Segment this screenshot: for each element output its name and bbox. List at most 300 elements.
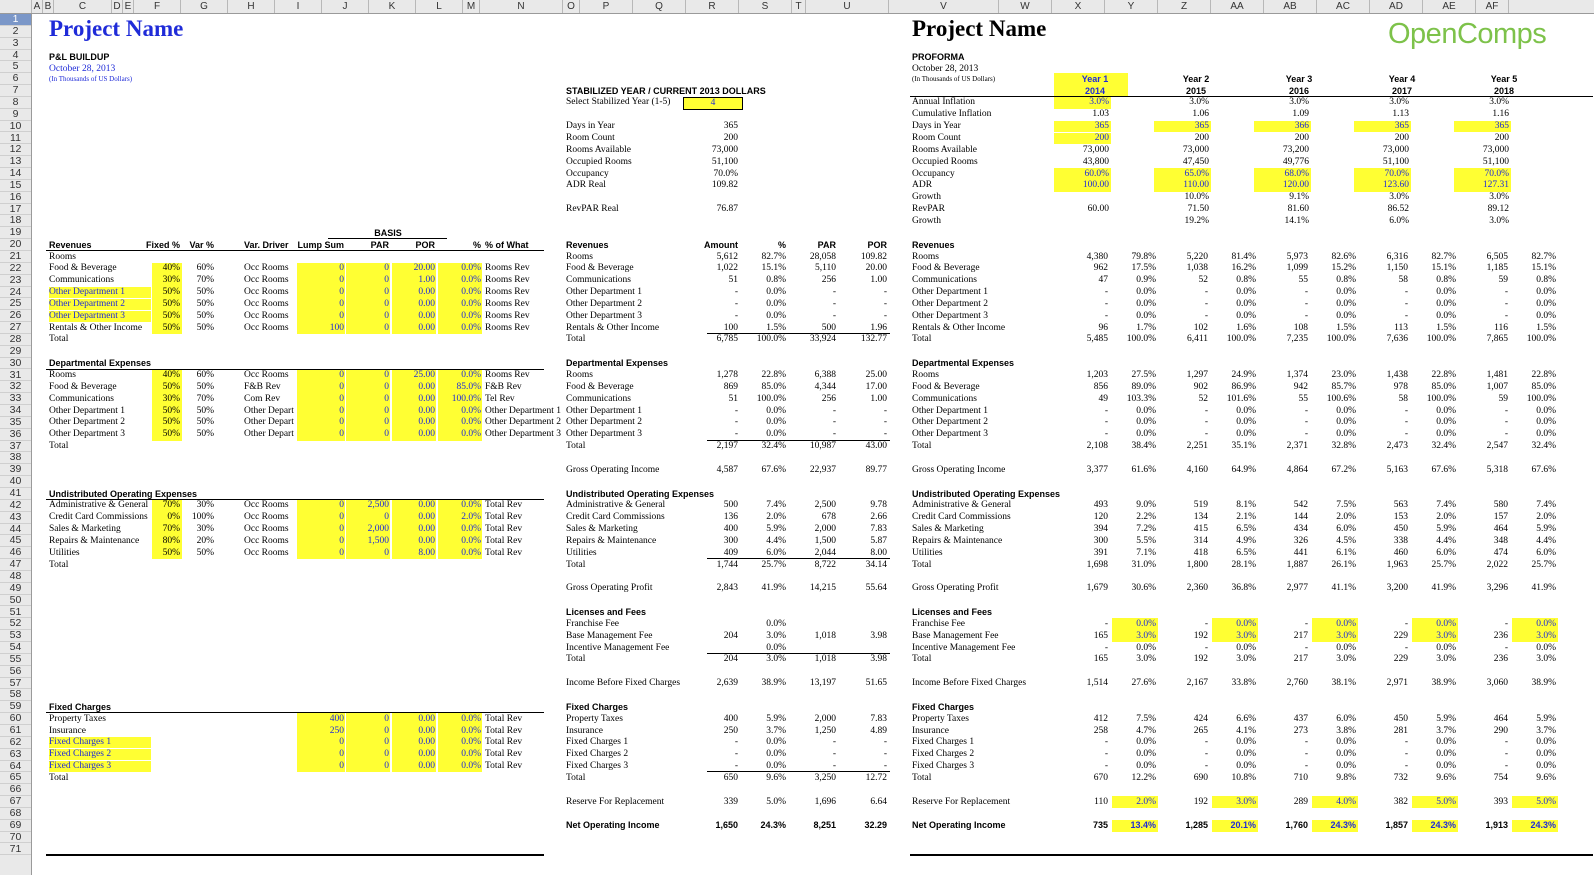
proforma-amount[interactable]: - (1104, 287, 1108, 298)
proforma-amount[interactable]: 52 (1198, 275, 1208, 286)
proforma-pct[interactable]: 15.1% (1531, 263, 1556, 274)
proforma-amount[interactable]: 391 (1093, 547, 1108, 558)
par-input[interactable]: 0 (384, 298, 389, 309)
proforma-pct[interactable]: 7.2% (1136, 524, 1156, 535)
proforma-pct[interactable]: 2.1% (1236, 512, 1256, 523)
proforma-amount[interactable]: 134 (1193, 512, 1208, 523)
proforma-pct[interactable]: 15.1% (1431, 263, 1456, 274)
proforma-stat-value[interactable]: 86.52 (1387, 204, 1409, 215)
row-header-52[interactable]: 52 (0, 618, 31, 630)
left-row-label[interactable]: Utilities (49, 547, 80, 558)
col-par[interactable]: PAR (370, 239, 389, 250)
left-row-label[interactable]: Communications (49, 393, 114, 404)
left-row-label[interactable]: Other Department 3 (49, 311, 151, 322)
proforma-stat-value[interactable]: 19.2% (1184, 215, 1209, 226)
proforma-row-label[interactable]: Communications (912, 393, 977, 404)
proforma-pct[interactable]: 67.6% (1531, 464, 1556, 475)
proforma-amount[interactable]: 6,505 (1486, 251, 1508, 262)
proforma-pct[interactable]: 81.4% (1231, 251, 1256, 262)
proforma-pct[interactable]: 0.0% (1236, 642, 1256, 653)
year-label[interactable]: Year 5 (1490, 73, 1518, 84)
mid-amount[interactable]: - (734, 761, 738, 772)
year-label[interactable]: Year 2 (1182, 73, 1210, 84)
proforma-amount[interactable]: 441 (1293, 547, 1308, 558)
proforma-amount[interactable]: - (1204, 417, 1208, 428)
proforma-pct[interactable]: 0.0% (1136, 417, 1156, 428)
mid-amount[interactable]: 400 (723, 713, 738, 724)
mid-amount[interactable]: 300 (723, 535, 738, 546)
mid-row-label[interactable]: Gross Operating Profit (566, 583, 653, 594)
mid-row-label[interactable]: Fixed Charges 1 (566, 737, 629, 748)
proforma-pct[interactable]: 5.0% (1436, 796, 1456, 807)
proforma-pct[interactable]: 9.6% (1436, 772, 1456, 783)
pct-input[interactable]: 0.0% (461, 713, 481, 724)
par-input[interactable]: 0 (384, 725, 389, 736)
column-header-j[interactable]: J (322, 0, 369, 13)
of-what[interactable]: Other Department 2 (485, 417, 561, 428)
mid-amount[interactable]: - (734, 298, 738, 309)
left-row-label[interactable]: Other Department 1 (49, 405, 125, 416)
proforma-pct[interactable]: 0.0% (1336, 749, 1356, 760)
proforma-amount[interactable]: - (1104, 737, 1108, 748)
proforma-stat-label[interactable]: Rooms Available (912, 144, 977, 155)
column-header-ab[interactable]: AB (1264, 0, 1317, 13)
mid-amount[interactable]: 1,278 (716, 370, 738, 380)
proforma-pct[interactable]: 2.2% (1136, 512, 1156, 523)
proforma-pct[interactable]: 2.0% (1336, 512, 1356, 523)
proforma-amount[interactable]: 4,160 (1186, 464, 1208, 475)
mid-row-label[interactable]: Franchise Fee (566, 618, 620, 629)
proforma-row-label[interactable]: Fixed Charges 3 (912, 761, 975, 772)
proforma-pct[interactable]: 0.0% (1436, 618, 1456, 629)
mid-par[interactable]: 2,000 (814, 713, 836, 724)
lump-sum-input[interactable]: 0 (339, 287, 344, 298)
proforma-pct[interactable]: 0.0% (1436, 642, 1456, 653)
proforma-dept-title[interactable]: Departmental Expenses (912, 358, 1015, 369)
proforma-amount[interactable]: 165 (1093, 630, 1108, 641)
proforma-amount[interactable]: - (1104, 417, 1108, 428)
proforma-pct[interactable]: 100.0% (1526, 393, 1556, 404)
proforma-amount[interactable]: - (1204, 310, 1208, 321)
proforma-pct[interactable]: 3.0% (1136, 654, 1156, 665)
proforma-pct[interactable]: 0.0% (1336, 618, 1356, 629)
fixed-pct-input[interactable]: 70% (162, 500, 180, 511)
proforma-row-label[interactable]: Gross Operating Income (912, 464, 1006, 475)
proforma-lic-title[interactable]: Licenses and Fees (912, 607, 993, 617)
left-row-label[interactable]: Total (49, 334, 69, 345)
proforma-pct[interactable]: 33.8% (1231, 678, 1256, 689)
mid-par[interactable]: 33,924 (809, 334, 836, 345)
pct-input[interactable]: 0.0% (461, 535, 481, 546)
proforma-amount[interactable]: 258 (1093, 725, 1108, 736)
row-header-34[interactable]: 34 (0, 405, 31, 417)
proforma-pct[interactable]: 38.9% (1531, 678, 1556, 689)
stat-value[interactable]: 200 (723, 133, 738, 143)
proforma-amount[interactable]: 1,297 (1186, 370, 1208, 380)
proforma-pct[interactable]: 0.0% (1536, 429, 1556, 440)
row-header-22[interactable]: 22 (0, 263, 31, 275)
proforma-pct[interactable]: 85.0% (1431, 381, 1456, 392)
proforma-pct[interactable]: 6.5% (1236, 547, 1256, 558)
mid-por[interactable]: - (883, 405, 887, 416)
mid-par[interactable]: - (832, 417, 836, 428)
pct-input[interactable]: 0.0% (461, 298, 481, 309)
proforma-pct[interactable]: 24.9% (1231, 370, 1256, 380)
proforma-pct[interactable]: 100.6% (1326, 393, 1356, 404)
pct-input[interactable]: 0.0% (461, 749, 481, 760)
mid-row-label[interactable]: Insurance (566, 725, 603, 736)
proforma-amount[interactable]: 519 (1193, 500, 1208, 511)
proforma-pct[interactable]: 0.0% (1336, 761, 1356, 772)
proforma-pct[interactable]: 0.0% (1236, 310, 1256, 321)
revpar-label[interactable]: RevPAR Real (566, 204, 619, 215)
proforma-amount[interactable]: 290 (1493, 725, 1508, 736)
proforma-stat-value[interactable]: 3.0% (1389, 192, 1409, 203)
proforma-fixedch-title[interactable]: Fixed Charges (912, 701, 975, 712)
column-header-n[interactable]: N (480, 0, 563, 13)
mid-por[interactable]: 55.64 (865, 583, 887, 594)
proforma-amount[interactable]: 102 (1193, 322, 1208, 333)
proforma-amount[interactable]: - (1504, 287, 1508, 298)
por-input[interactable]: 0.00 (418, 500, 435, 511)
mid-row-label[interactable]: Rooms (566, 370, 593, 380)
var-pct[interactable]: 60% (196, 370, 214, 380)
proforma-pct[interactable]: 12.2% (1131, 772, 1156, 783)
column-header-l[interactable]: L (416, 0, 463, 13)
mid-par[interactable]: 3,250 (814, 772, 836, 783)
proforma-amount[interactable]: - (1404, 642, 1408, 653)
proforma-stat-value[interactable]: 1.16 (1492, 109, 1509, 120)
proforma-pct[interactable]: 67.2% (1331, 464, 1356, 475)
basis-label[interactable]: BASIS (374, 227, 402, 238)
mid-row-label[interactable]: Total (566, 654, 586, 665)
var-pct[interactable]: 50% (196, 429, 214, 440)
par-input[interactable]: 0 (384, 287, 389, 298)
proforma-amount[interactable]: 450 (1393, 524, 1408, 535)
left-row-label[interactable]: Rooms (49, 251, 76, 262)
proforma-row-label[interactable]: Total (912, 772, 932, 783)
column-header-ae[interactable]: AE (1423, 0, 1476, 13)
proforma-pct[interactable]: 5.9% (1436, 524, 1456, 535)
proforma-amount[interactable]: 7,636 (1386, 334, 1408, 345)
proforma-amount[interactable]: - (1304, 618, 1308, 629)
mid-row-label[interactable]: Reserve For Replacement (566, 796, 665, 807)
fixed-pct-input[interactable]: 30% (162, 393, 180, 404)
mid-par[interactable]: 256 (821, 275, 836, 286)
proforma-pct[interactable]: 7.1% (1136, 547, 1156, 558)
row-header-54[interactable]: 54 (0, 642, 31, 654)
proforma-pct[interactable]: 38.9% (1431, 678, 1456, 689)
proforma-row-label[interactable]: Net Operating Income (912, 820, 1006, 831)
year-label[interactable]: Year 1 (1081, 73, 1109, 84)
por-input[interactable]: 0.00 (418, 429, 435, 440)
por-input[interactable]: 0.00 (418, 713, 435, 724)
proforma-stat-value[interactable]: 3.0% (1089, 97, 1109, 108)
proforma-amount[interactable]: 6,411 (1186, 334, 1208, 345)
left-project-title[interactable]: Project Name (49, 16, 184, 41)
mid-por[interactable]: - (883, 737, 887, 748)
lump-sum-input[interactable]: 100 (329, 322, 344, 333)
row-header-45[interactable]: 45 (0, 535, 31, 547)
row-header-47[interactable]: 47 (0, 559, 31, 571)
pct-input[interactable]: 0.0% (461, 287, 481, 298)
of-what[interactable]: Total Rev (485, 535, 523, 546)
select-year-label[interactable]: Select Stabilized Year (1-5) (566, 97, 671, 108)
mid-pct[interactable]: 9.6% (766, 772, 786, 783)
stat-label[interactable]: Occupied Rooms (566, 156, 632, 167)
proforma-amount[interactable]: 348 (1493, 535, 1508, 546)
row-header-3[interactable]: 3 (0, 38, 31, 50)
proforma-amount[interactable]: - (1404, 298, 1408, 309)
mid-par[interactable]: 2,044 (814, 547, 836, 558)
proforma-amount[interactable]: 236 (1493, 654, 1508, 665)
column-header-t[interactable]: T (792, 0, 806, 13)
proforma-amount[interactable]: - (1104, 298, 1108, 309)
row-header-11[interactable]: 11 (0, 133, 31, 145)
column-header-f[interactable]: F (134, 0, 181, 13)
mid-dept-title[interactable]: Departmental Expenses (566, 358, 669, 369)
of-what[interactable]: Rooms Rev (485, 322, 530, 333)
col-var-driver[interactable]: Var. Driver (244, 239, 289, 250)
proforma-amount[interactable]: - (1204, 761, 1208, 772)
pct-input[interactable]: 0.0% (461, 725, 481, 736)
proforma-pct[interactable]: 0.0% (1236, 429, 1256, 440)
proforma-amount[interactable]: - (1504, 298, 1508, 309)
row-header-63[interactable]: 63 (0, 749, 31, 761)
proforma-amount[interactable]: - (1504, 429, 1508, 440)
row-header-49[interactable]: 49 (0, 583, 31, 595)
var-pct[interactable]: 50% (196, 381, 214, 392)
row-header-53[interactable]: 53 (0, 630, 31, 642)
mid-pct[interactable]: 15.1% (761, 263, 786, 274)
mid-pct[interactable]: 0.0% (766, 642, 786, 653)
of-what[interactable]: Other Department 3 (485, 429, 561, 440)
proforma-pct[interactable]: 35.1% (1231, 441, 1256, 452)
var-pct[interactable]: 50% (196, 287, 214, 298)
row-header-17[interactable]: 17 (0, 204, 31, 216)
proforma-amount[interactable]: 393 (1493, 796, 1508, 807)
mid-por[interactable]: 109.82 (860, 251, 887, 262)
row-header-29[interactable]: 29 (0, 346, 31, 358)
proforma-pct[interactable]: 2.0% (1136, 796, 1156, 807)
proforma-pct[interactable]: 4.7% (1136, 725, 1156, 736)
mid-par[interactable]: - (832, 405, 836, 416)
proforma-pct[interactable]: 82.7% (1431, 251, 1456, 262)
column-header-a[interactable]: A (32, 0, 43, 13)
proforma-amount[interactable]: - (1104, 618, 1108, 629)
proforma-amount[interactable]: 338 (1393, 535, 1408, 546)
var-driver[interactable]: Other Depart (244, 405, 294, 416)
proforma-amount[interactable]: 49 (1098, 393, 1108, 404)
proforma-pct[interactable]: 0.0% (1236, 417, 1256, 428)
proforma-amount[interactable]: 300 (1093, 535, 1108, 546)
proforma-pct[interactable]: 0.0% (1136, 429, 1156, 440)
proforma-pct[interactable]: 26.1% (1331, 559, 1356, 570)
stabilized-title[interactable]: STABILIZED YEAR / CURRENT 2013 DOLLARS (566, 85, 766, 96)
proforma-pct[interactable]: 67.6% (1431, 464, 1456, 475)
var-pct[interactable]: 50% (196, 322, 214, 333)
proforma-stat-value[interactable]: 89.12 (1487, 204, 1509, 215)
proforma-amount[interactable]: - (1404, 761, 1408, 772)
stat-value[interactable]: 109.82 (711, 180, 738, 191)
proforma-pct[interactable]: 25.7% (1531, 559, 1556, 570)
pct-input[interactable]: 0.0% (461, 263, 481, 274)
proforma-pct[interactable]: 4.9% (1236, 535, 1256, 546)
mid-amount[interactable]: 51 (728, 275, 738, 286)
proforma-pct[interactable]: 0.0% (1236, 298, 1256, 309)
var-driver[interactable]: Occ Rooms (244, 287, 289, 298)
row-header-59[interactable]: 59 (0, 701, 31, 713)
proforma-amount[interactable]: 52 (1198, 393, 1208, 404)
proforma-row-label[interactable]: Total (912, 441, 932, 452)
proforma-amount[interactable]: 5,485 (1086, 334, 1108, 345)
proforma-undist-title[interactable]: Undistributed Operating Expenses (912, 488, 1061, 499)
stat-value[interactable]: 70.0% (713, 168, 738, 179)
mid-par[interactable]: - (832, 749, 836, 760)
row-header-19[interactable]: 19 (0, 227, 31, 239)
lump-sum-input[interactable]: 0 (339, 405, 344, 416)
left-date[interactable]: October 28, 2013 (49, 64, 116, 74)
right-project-title[interactable]: Project Name (912, 16, 1047, 41)
var-pct[interactable]: 70% (196, 275, 214, 286)
proforma-amount[interactable]: 1,438 (1386, 370, 1408, 380)
of-what[interactable]: Other Department 1 (485, 405, 561, 416)
lump-sum-input[interactable]: 0 (339, 512, 344, 523)
proforma-pct[interactable]: 2.0% (1536, 512, 1556, 523)
proforma-pct[interactable]: 41.9% (1431, 583, 1456, 594)
par-input[interactable]: 2,500 (367, 500, 389, 511)
row-header-58[interactable]: 58 (0, 689, 31, 701)
row-header-14[interactable]: 14 (0, 168, 31, 180)
mid-undist-title[interactable]: Undistributed Operating Expenses (566, 488, 715, 499)
row-header-46[interactable]: 46 (0, 547, 31, 559)
proforma-stat-value[interactable]: 200 (1094, 133, 1109, 143)
proforma-pct[interactable]: 5.9% (1436, 713, 1456, 724)
proforma-amount[interactable]: 732 (1393, 772, 1408, 783)
mid-pct[interactable]: 22.8% (761, 370, 786, 380)
revpar-value[interactable]: 76.87 (716, 204, 738, 215)
proforma-amount[interactable]: 4,380 (1086, 251, 1108, 262)
par-input[interactable]: 0 (384, 713, 389, 724)
proforma-pct[interactable]: 0.0% (1136, 618, 1156, 629)
proforma-pct[interactable]: 0.0% (1536, 287, 1556, 298)
proforma-row-label[interactable]: Other Department 3 (912, 429, 988, 440)
mid-amount[interactable]: - (734, 287, 738, 298)
proforma-pct[interactable]: 1.6% (1236, 322, 1256, 333)
por-input[interactable]: 0.00 (418, 298, 435, 309)
proforma-stat-value[interactable]: 71.50 (1187, 204, 1209, 215)
mid-por[interactable]: 3.98 (870, 630, 887, 641)
mid-pct[interactable]: 0.0% (766, 429, 786, 440)
row-header-23[interactable]: 23 (0, 275, 31, 287)
mid-por[interactable]: 25.00 (865, 370, 887, 380)
mid-amount[interactable]: 1,744 (716, 559, 738, 570)
row-header-36[interactable]: 36 (0, 429, 31, 441)
proforma-pct[interactable]: 10.8% (1231, 772, 1256, 783)
row-header-60[interactable]: 60 (0, 713, 31, 725)
proforma-pct[interactable]: 7.5% (1336, 500, 1356, 511)
proforma-pct[interactable]: 0.8% (1536, 275, 1556, 286)
par-input[interactable]: 0 (384, 370, 389, 380)
mid-row-label[interactable]: Other Department 3 (566, 429, 642, 440)
proforma-amount[interactable]: - (1104, 405, 1108, 416)
proforma-stat-value[interactable]: 68.0% (1284, 168, 1309, 179)
lump-sum-input[interactable]: 0 (339, 298, 344, 309)
proforma-amount[interactable]: 2,760 (1286, 678, 1308, 689)
proforma-pct[interactable]: 100.0% (1426, 393, 1456, 404)
mid-row-label[interactable]: Rentals & Other Income (566, 322, 660, 333)
proforma-amount[interactable]: - (1304, 405, 1308, 416)
mid-amount[interactable]: 204 (723, 630, 738, 641)
column-header-z[interactable]: Z (1158, 0, 1211, 13)
stat-value[interactable]: 73,000 (711, 144, 738, 155)
row-header-39[interactable]: 39 (0, 464, 31, 476)
proforma-pct[interactable]: 27.6% (1131, 678, 1156, 689)
proforma-amount[interactable]: - (1104, 749, 1108, 760)
mid-par[interactable]: 500 (821, 322, 836, 333)
proforma-stat-label[interactable]: Room Count (912, 133, 961, 143)
left-row-label[interactable]: Fixed Charges 2 (49, 749, 151, 760)
mid-row-label[interactable]: Food & Beverage (566, 263, 634, 274)
mid-par[interactable]: - (832, 737, 836, 748)
proforma-amount[interactable]: 735 (1092, 820, 1108, 831)
pct-input[interactable]: 85.0% (456, 381, 481, 392)
mid-amount[interactable]: 869 (723, 381, 738, 392)
proforma-amount[interactable]: - (1404, 749, 1408, 760)
proforma-pct[interactable]: 3.7% (1536, 725, 1556, 736)
mid-pct[interactable]: 0.0% (766, 310, 786, 321)
mid-pct[interactable]: 0.0% (766, 618, 786, 629)
lump-sum-input[interactable]: 0 (339, 547, 344, 558)
fixed-pct-input[interactable]: 40% (162, 370, 180, 380)
proforma-row-label[interactable]: Credit Card Commissions (912, 512, 1011, 523)
year-value[interactable]: 2014 (1084, 85, 1106, 96)
of-what[interactable]: Tel Rev (485, 393, 515, 404)
proforma-pct[interactable]: 22.8% (1431, 370, 1456, 380)
mid-pct[interactable]: 0.0% (766, 761, 786, 772)
row-header-48[interactable]: 48 (0, 571, 31, 583)
proforma-amount[interactable]: 289 (1293, 796, 1308, 807)
left-row-label[interactable]: Other Department 2 (49, 299, 151, 310)
proforma-amount[interactable]: 236 (1493, 630, 1508, 641)
proforma-amount[interactable]: - (1304, 417, 1308, 428)
proforma-stat-value[interactable]: 100.00 (1082, 180, 1109, 191)
mid-pct[interactable]: 2.0% (766, 512, 786, 523)
mid-por[interactable]: 1.96 (870, 322, 887, 333)
proforma-amount[interactable]: 424 (1193, 713, 1208, 724)
proforma-pct[interactable]: 0.0% (1436, 310, 1456, 321)
of-what[interactable]: Rooms Rev (485, 275, 530, 286)
por-input[interactable]: 1.00 (418, 275, 435, 286)
par-input[interactable]: 0 (384, 512, 389, 523)
proforma-stat-value[interactable]: 1.09 (1292, 109, 1309, 120)
mid-par[interactable]: 4,344 (814, 381, 836, 392)
proforma-pct[interactable]: 3.0% (1236, 630, 1256, 641)
par-input[interactable]: 0 (384, 429, 389, 440)
mid-amount[interactable]: 6,785 (716, 334, 738, 345)
proforma-row-label[interactable]: Incentive Management Fee (912, 642, 1016, 653)
proforma-amount[interactable]: - (1404, 737, 1408, 748)
row-header-4[interactable]: 4 (0, 50, 31, 62)
var-driver[interactable]: Occ Rooms (244, 512, 289, 523)
proforma-amount[interactable]: 58 (1398, 393, 1408, 404)
proforma-pct[interactable]: 7.5% (1136, 713, 1156, 724)
proforma-pct[interactable]: 38.1% (1331, 678, 1356, 689)
proforma-stat-value[interactable]: 9.1% (1289, 192, 1309, 203)
mid-row-label[interactable]: Other Department 2 (566, 417, 642, 428)
proforma-pct[interactable]: 3.7% (1436, 725, 1456, 736)
par-input[interactable]: 0 (384, 381, 389, 392)
